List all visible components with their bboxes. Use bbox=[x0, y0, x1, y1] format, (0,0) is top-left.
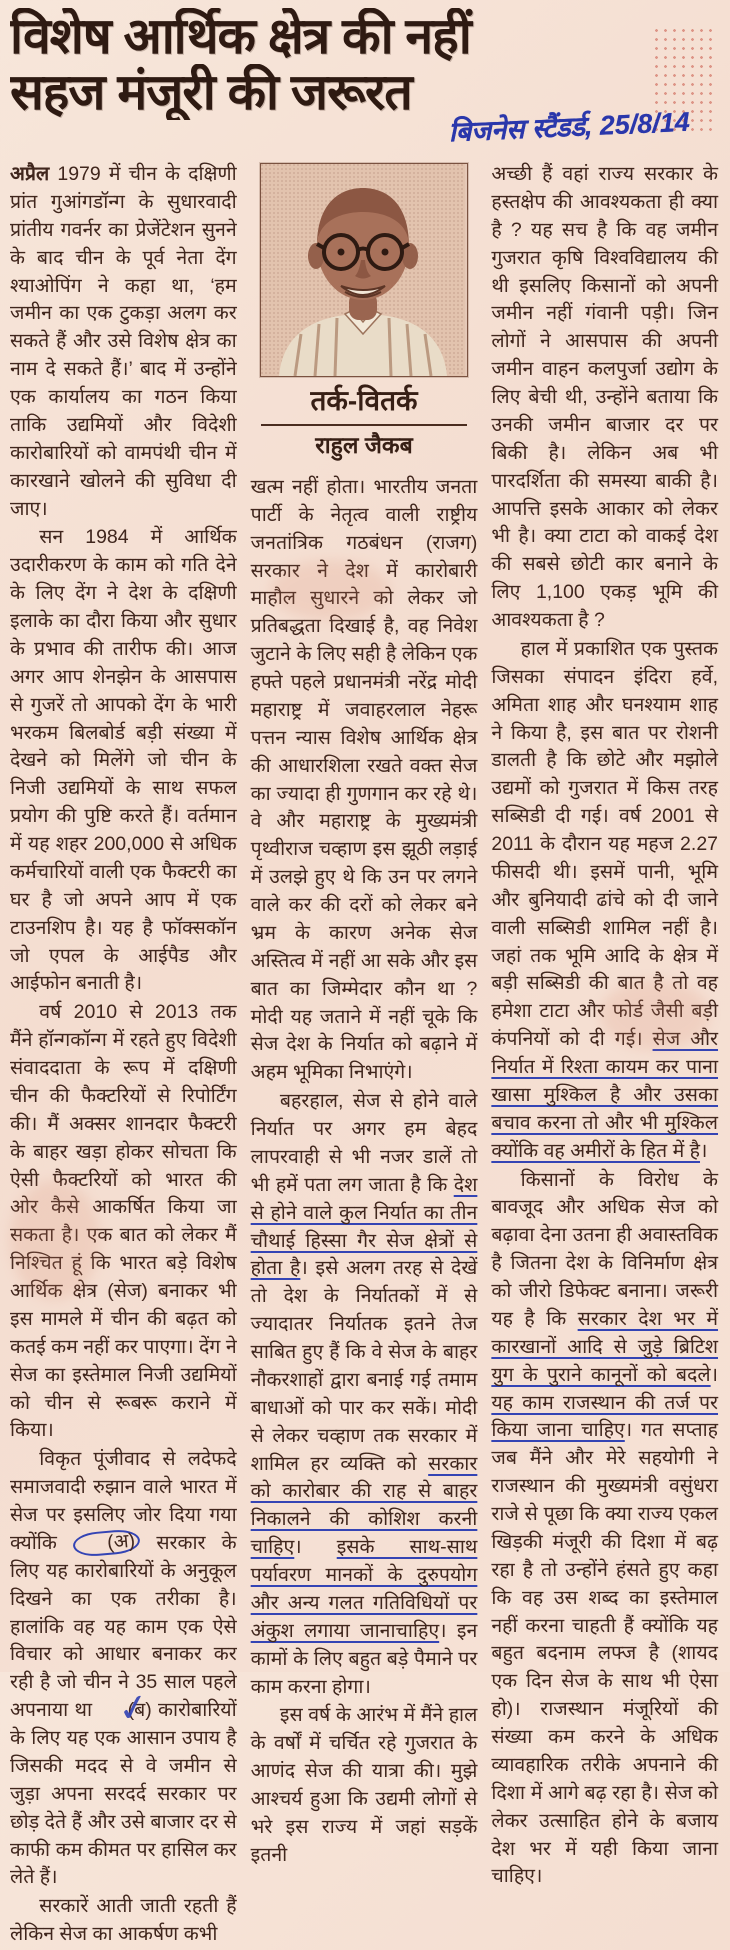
text-segment: सरकार के लिए यह कारोबारियों के अनुकूल दिखने का एक तरीका है। हालांकि वह यह काम एक ऐसे विचार को आधार बनाकर कर रही है जो चीन ने 35 साल पहले अपनाया था bbox=[10, 1531, 237, 1722]
text-segment: 1979 में चीन के दक्षिणी प्रांत गुआंगडॉन्ग के सुधारवादी प्रांतीय गवर्नर का प्रेजेंटेशन सुनने के बाद चीन के पूर्व नेता देंग श्याओपिंग ने कहा था, ‘हम जमीन का एक टुकड़ा अलग कर सकते हैं और उसे विशेष क्षेत्र का नाम दे सकते हैं।’ बाद में उन्होंने एक कार्यालय का गठन किया ताकि उद्यमियों और विदेशी कारोबारियों को वामपंथी चीन में कारखाने खोलने की सुविधा दी जाए। bbox=[10, 163, 237, 520]
text-segment: । गत सप्ताह जब मैंने और मेरे सहयोगी ने राजस्थान की मुख्यमंत्री वसुंधरा राजे से पूछा कि क्या राज्य एकल खिड़की मंजूरी की दिशा में बढ़ रहा है तो उन्होंने हंसते हुए कहा कि वह उस शब्द का इस्तेमाल नहीं करना चाहती हैं क्योंकि यह बहुत बदनाम लफ्ज है (शायद एक दिन सेज के साथ भी ऐसा हो)। राजस्थान मंजूरियों की संख्या कम करने के अधिक व्यावहारिक तरीके अपनाने की दिशा में आगे बढ़ रहा है। सेज को लेकर उत्साहित होने के बजाय देश भर में यही किया जाना चाहिए। bbox=[491, 1419, 719, 1888]
article-paragraph bbox=[10, 1446, 237, 1892]
author-byline: राहुल जैकब bbox=[315, 432, 413, 459]
pen-check-mark: (ब) ✓ bbox=[98, 1697, 151, 1725]
column-kicker: तर्क-वितर्क bbox=[310, 385, 418, 416]
text-segment: सरकारें आती जाती रहती हैं लेकिन सेज का आकर्षण कभी bbox=[10, 1895, 237, 1946]
pen-circle-mark: (अ) bbox=[72, 1528, 141, 1558]
text-segment: किसानों के विरोध के बावजूद और अधिक सेज को बढ़ावा देना उतना ही अवास्तविक है जितना देश के विनिर्माण क्षेत्र को जीरो डिफेक्ट बनाना। जरूरी यह है कि bbox=[491, 1168, 719, 1330]
pen-underlined-text: सरकार को कारोबार की राह से बाहर निकालने की कोशिश करनी चाहिए bbox=[250, 1452, 478, 1559]
text-segment: कारोबारियों के लिए यह एक आसान उपाय है जिसकी मदद से वे जमीन से जुड़ा अपना सरदर्द सरकार पर छोड़ देते हैं और उसे बाजार दर से काफी कम कीमत पर हासिल कर लेते हैं। bbox=[10, 1699, 237, 1889]
column-middle bbox=[251, 161, 478, 1871]
text-segment: । bbox=[294, 1536, 337, 1559]
text-segment: । इसे अलग तरह से देखें तो देश के निर्यातकों में से ज्यादातर निर्यातक इतने तेज साबित हुए हैं कि वे सेज के बाहर नौकरशाहों द्वारा बनाई गई तमाम बाधाओं को पार कर सकें। मोदी से लेकर चव्हाण तक सरकार में शामिल हर व्यक्ति को bbox=[250, 1257, 478, 1475]
column-right bbox=[491, 161, 718, 1892]
article-paragraph bbox=[251, 1088, 478, 1701]
article-paragraph bbox=[10, 1893, 237, 1949]
pen-underlined-text: देश से होने वाले कुल निर्यात का तीन चौथाई हिस्सा गैर सेज क्षेत्रों से होता है bbox=[250, 1173, 478, 1280]
article-paragraph bbox=[491, 636, 718, 1166]
pen-underlined-text: इसके साथ-साथ पर्यावरण मानकों के दुरुपयोग और अन्य गलत गतिविधियों पर अंकुश लगाया जानाचाहिए bbox=[250, 1536, 478, 1642]
text-segment: सन 1984 में आर्थिक उदारीकरण के काम को गति देने के लिए देंग ने देश के दक्षिणी इलाके का दौरा किया और सुधार के प्रभाव की तारीफ की। आज अगर आप शेनझेन के आसपास से गुजरें तो आपको देंग के भारी भरकम बिलबोर्ड बड़ी संख्या में देखने को मिलेंगे जो चीन के निजी उद्यमियों के साथ सफल प्रयोग की पुष्टि करते हैं। वर्तमान में यह शहर 200,000 से अधिक कर्मचारियों वाली एक फैक्टरी का घर है जो अपने आप में एक टाउनशिप है। यह है फॉक्सकॉन जो एपल के आईपैड और आईफोन बनाती है। bbox=[10, 526, 237, 995]
column-middle-body bbox=[251, 474, 478, 1870]
article-paragraph bbox=[251, 1702, 478, 1869]
article-columns bbox=[10, 161, 718, 1950]
article-paragraph bbox=[10, 524, 237, 998]
text-segment: हाल में प्रकाशित एक पुस्तक जिसका संपादन इंदिरा हर्वे, अमिता शाह और घनश्याम शाह ने किया है, इस बात पर रोशनी डालती है कि छोटे और मझोले उद्यमों को गुजरात में किस तरह सब्सिडी दी गई। वर्ष 2001 से 2011 के दौरान यह महज 2.27 फीसदी थी। इसमें पानी, भूमि और बुनियादी ढांचे को दी जाने वाली सब्सिडी शामिल नहीं है। जहां तक भूमि आदि के क्षेत्र में बड़ी सब्सिडी की बात है तो वह हमेशा टाटा और फोर्ड जैसी बड़ी कंपनियों को दी गई। bbox=[491, 637, 719, 1051]
kicker-rule bbox=[261, 424, 468, 426]
text-segment: बहरहाल, सेज से होने वाले निर्यात पर अगर हम बेहद लापरवाही से भी नजर डालें तो भी हमें पता लग जाता है कि bbox=[250, 1090, 478, 1196]
lead-word: अप्रैल bbox=[10, 163, 50, 185]
text-segment: । bbox=[710, 1363, 719, 1386]
article-paragraph bbox=[10, 161, 237, 523]
article-paragraph bbox=[10, 999, 237, 1445]
article-paragraph bbox=[251, 474, 478, 1087]
article-paragraph bbox=[491, 161, 718, 635]
headline-line-1: विशेष आर्थिक क्षेत्र की नहीं bbox=[10, 8, 471, 64]
pen-underlined-text: यह काम राजस्थान की तर्ज पर किया जाना चाहिए bbox=[491, 1391, 719, 1442]
text-segment: अच्छी हैं वहां राज्य सरकार के हस्तक्षेप की आवश्यकता ही क्या है ? यह सच है कि वह जमीन गुजरात कृषि विश्वविद्यालय की थी इसलिए किसानों को अपनी जमीन नहीं गंवानी पड़ी। जिन लोगों ने आसपास की अपनी जमीन वाहन कलपुर्जा उद्योग के लिए बेची थी, उन्होंने बताया कि उनकी जमीन बाजार दर पर बिकी है। लेकिन अब भी पारदर्शिता की समस्या बाकी है। आपत्ति इसके आकार को लेकर भी है। क्या टाटा को वाकई देश की सबसे छोटी कार बनाने के लिए 1,100 एकड़ भूमि की आवश्यकता है ? bbox=[491, 163, 719, 631]
pen-underlined-text: सरकार देश भर में कारखानों आदि से जुड़े ब्रिटिश युग के पुराने कानूनों को बदले bbox=[491, 1307, 719, 1386]
column-left bbox=[10, 161, 237, 1950]
text-segment: खत्म नहीं होता। भारतीय जनता पार्टी के नेतृत्व वाली राष्ट्रीय जनतांत्रिक गठबंधन (राजग) सरकार ने देश में कारोबारी माहौल सुधारने को लेकर जो प्रतिबद्धता दिखाई है, वह निवेश जुटाने के लिए सही है लेकिन एक हफ्ते पहले प्रधानमंत्री नरेंद्र मोदी महाराष्ट्र में जवाहरलाल नेहरू पत्तन न्यास विशेष आर्थिक क्षेत्र की आधारशिला रखते वक्त सेज का ज्यादा ही गुणगान कर रहे थे। वे और महाराष्ट्र के मुख्यमंत्री पृथ्वीराज चव्हाण इस झूठी लड़ाई में उलझे हुए थे कि उन पर लगने वाले कर की दरों को लेकर बने भ्रम के कारण अनेक सेज अस्तित्व में नहीं आ सके और इस बात का जिम्मेदार कौन था ? मोदी यह जताने में नहीं चूके कि सेज देश के निर्यात को बढ़ाने में अहम भूमिका निभाएंगे। bbox=[250, 475, 478, 1084]
author-portrait-illustration bbox=[261, 164, 465, 376]
author-photo bbox=[260, 163, 468, 377]
text-segment: । bbox=[700, 1139, 708, 1162]
text-segment: । इन कामों के लिए बहुत बड़े पैमाने पर काम करना होगा। bbox=[250, 1619, 478, 1698]
text-segment: विकृत पूंजीवाद से लदेफदे समाजवादी रुझान वाले भारत में सेज पर इसलिए जोर दिया गया क्योंकि bbox=[10, 1448, 237, 1554]
article-paragraph bbox=[491, 1167, 718, 1892]
text-segment: इस वर्ष के आरंभ में मैंने हाल के वर्षों में चर्चित रहे गुजरात के आणंद सेज की यात्रा की। मुझे आश्चर्य हुआ कि उद्यमी लोगों से भरे इस राज्य में जहां सड़कें इतनी bbox=[250, 1704, 478, 1866]
text-segment: वर्ष 2010 से 2013 तक मैंने हॉन्गकॉन्ग में रहते हुए विदेशी संवाददाता के रूप में दक्षिणी चीन की फैक्टरियों से रिपोर्टिंग की। मैं अक्सर शानदार फैक्टरी के बाहर खड़ा होकर सोचता कि ऐसी फैक्टरियों को भारत की ओर कैसे आकर्षित किया जा सकता है। एक बात को लेकर मैं निश्चित हूं कि भारत बड़े विशेष आर्थिक क्षेत्र (सेज) बनाकर भी इस मामले में चीन की बढ़त को कतई कम नहीं कर पाएगा। देंग ने सेज का इस्तेमाल निजी उद्यमियों को चीन से रूबरू कराने में किया। bbox=[10, 1001, 237, 1442]
handwritten-source-annotation: बिजनेस स्टैंडर्ड, 25/8/14 bbox=[448, 106, 691, 148]
pen-underlined-text: सेज और निर्यात में रिश्ता कायम कर पाना खासा मुश्किल है और उसका बचाव करना तो और भी मुश्किल क्योंकि वह अमीरों के हित में है bbox=[491, 1028, 719, 1162]
headline-line-2: सहज मंजूरी की जरूरत bbox=[10, 64, 412, 120]
